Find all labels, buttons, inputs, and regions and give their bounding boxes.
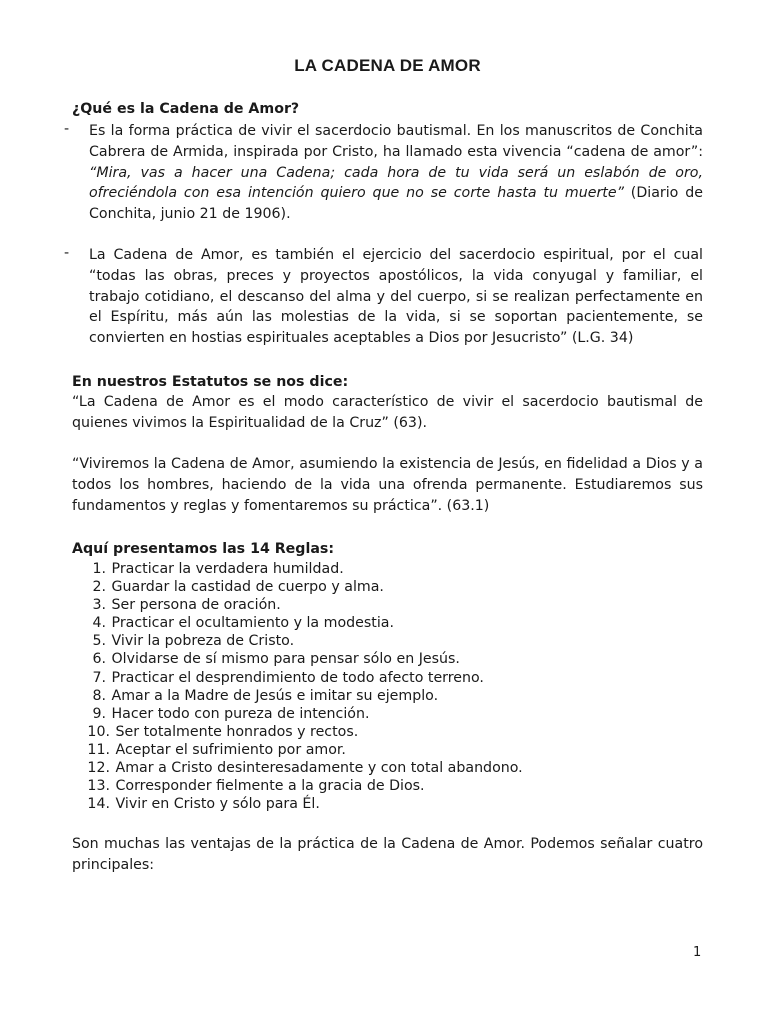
bullet-text-1	[89, 121, 703, 225]
rule-text: Aceptar el sufrimiento por amor.	[115, 741, 346, 758]
rule-item	[72, 687, 523, 705]
rule-text: Practicar la verdadera humildad.	[111, 561, 344, 577]
bullet-text-2: La Cadena de Amor, es también el ejercicio del sacerdocio espiritual, por el cual “todas las obras, preces y proyectos apostólicos, la vida conyugal y familiar, el trabajo cotidiano, el descanso del alma y del cuerpo, si se realizan perfectamente en el Espíritu, más aún las molestias de la vida, si se soportan pacientemente, se convierten en hostias espirituales aceptables a Dios por Jesucristo” (L.G. 34)	[89, 247, 703, 347]
rule-number: 10.	[87, 723, 110, 740]
rule-number: 14.	[87, 796, 110, 813]
rule-text: Practicar el ocultamiento y la modestia.	[111, 615, 394, 632]
closing-paragraph: Son muchas las ventajas de la práctica de la Cadena de Amor. Podemos señalar cuatro principales:	[72, 836, 703, 873]
page-number: 1	[693, 945, 702, 960]
statutes-paragraph-1: “La Cadena de Amor es el modo característico de vivir el sacerdocio bautismal de quienes vivimos la Espiritualidad de la Cruz” (63).	[72, 394, 703, 431]
rule-item	[72, 596, 523, 614]
rule-text: Vivir en Cristo y sólo para Él.	[115, 796, 320, 813]
rule-item	[72, 578, 523, 596]
rule-item	[72, 614, 523, 632]
rule-number: 2.	[92, 579, 106, 596]
rule-text: Amar a Cristo desinteresadamente y con total abandono.	[115, 760, 523, 777]
rule-number: 9.	[92, 705, 106, 722]
rule-item	[72, 705, 523, 723]
rule-text: Olvidarse de sí mismo para pensar sólo en Jesús.	[111, 651, 460, 668]
rule-item	[72, 560, 523, 578]
bullet-dash: -	[64, 121, 70, 137]
rule-text: Ser persona de oración.	[111, 597, 281, 614]
rule-number: 5.	[92, 633, 106, 650]
rule-text: Practicar el desprendimiento de todo afecto terreno.	[111, 669, 484, 686]
rule-number: 1.	[92, 561, 106, 577]
rule-number: 11.	[87, 741, 110, 758]
rule-item	[72, 723, 523, 741]
rule-text: Guardar la castidad de cuerpo y alma.	[111, 579, 384, 596]
rule-item	[72, 741, 523, 759]
rule-item	[72, 777, 523, 795]
rule-item	[72, 669, 523, 687]
rule-item	[72, 650, 523, 668]
rule-number: 4.	[92, 615, 106, 632]
section-heading-statutes: En nuestros Estatutos se nos dice:	[72, 374, 349, 390]
bullet-dash: -	[64, 245, 70, 261]
rule-number: 13.	[87, 778, 110, 795]
conchita-quote: “Mira, vas a hacer una Cadena; cada hora de tu vida será un eslabón de oro, ofreciéndola con esa intención quiero que no se corte hasta tu muerte”	[89, 164, 703, 202]
rule-text: Vivir la pobreza de Cristo.	[111, 633, 295, 650]
rule-text: Corresponder fielmente a la gracia de Dios.	[115, 778, 425, 795]
section-heading-rules: Aquí presentamos las 14 Reglas:	[72, 541, 335, 557]
rule-number: 12.	[87, 760, 110, 777]
rule-text: Hacer todo con pureza de intención.	[111, 705, 370, 722]
section-heading-what-is: ¿Qué es la Cadena de Amor?	[72, 101, 300, 117]
statutes-paragraph-2: “Viviremos la Cadena de Amor, asumiendo la existencia de Jesús, en fidelidad a Dios y a todos los hombres, haciendo de la vida una ofrenda permanente. Estudiaremos sus fundamentos y reglas y fomentaremos su práctica”. (63.1)	[72, 456, 703, 514]
rule-item	[72, 795, 523, 813]
rule-text: Amar a la Madre de Jesús e imitar su ejemplo.	[111, 687, 439, 704]
bullet-text-1b: (Diario de Conchita, junio 21 de 1906).	[89, 185, 703, 223]
rule-number: 7.	[92, 669, 106, 686]
rule-number: 3.	[92, 597, 106, 614]
bullet-text-1a: Es la forma práctica de vivir el sacerdocio bautismal. En los manuscritos de Conchita Cabrera de Armida, inspirada por Cristo, ha llamado esta vivencia “cadena de amor”:	[89, 123, 703, 160]
rules-list	[72, 560, 523, 813]
rule-text: Ser totalmente honrados y rectos.	[115, 723, 359, 740]
document-title: LA CADENA DE AMOR	[294, 56, 481, 75]
rule-item	[72, 632, 523, 650]
rule-number: 8.	[92, 687, 106, 704]
rule-item	[72, 759, 523, 777]
rule-number: 6.	[92, 651, 106, 668]
